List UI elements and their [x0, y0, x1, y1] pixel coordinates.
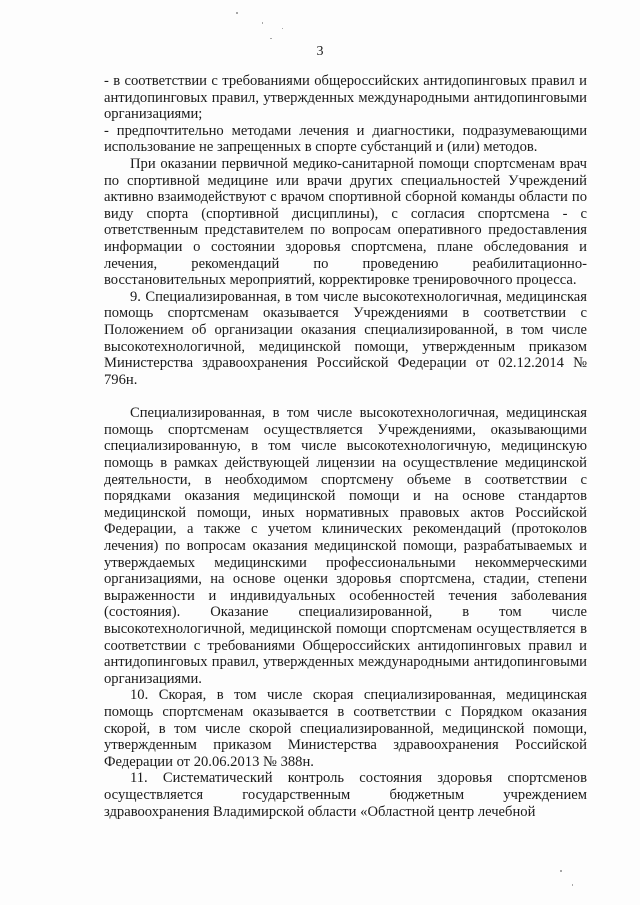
- paragraph-item-10: 10. Скорая, в том числе скорая специализированная, медицинская помощь спортсменам оказывается в соответствии с Порядком оказания скорой, в том числе скорой специализированной, медицинской помощи, утвержденным приказом Министерства здравоохранения Российской Федерации от 20.06.2013 № 388н.: [104, 687, 587, 770]
- paragraph-specialized-care: Специализированная, в том числе высокотехнологичная, медицинская помощь спортсменам осуществляется Учреждениями, оказывающими специализированную, в том числе высокотехнологичную, медицинскую помощь в рамках действующей лицензии на осуществление медицинской деятельности, в необходимом спортсмену объеме в соответствии с порядками оказания медицинской помощи и на основе стандартов медицинской помощи, иных нормативных правовых актов Российской Федерации, а также с учетом клинических рекомендаций (протоколов лечения) по вопросам оказания медицинской помощи, разрабатываемых и утверждаемых медицинскими профессиональными некоммерческими организациями, на основе оценки здоровья спортсмена, стадии, степени выраженности и индивидуальных особенностей течения заболевания (состояния). Оказание специализированной, в том числе высокотехнологичной, медицинской помощи спортсменам осуществляется в соответствии с требованиями Общероссийских антидопинговых правил и антидопинговых правил, утвержденных международными антидопинговыми организациями.: [104, 405, 587, 687]
- paragraph-item-9: 9. Специализированная, в том числе высокотехнологичная, медицинская помощь спортсменам оказывается Учреждениями в соответствии с Положением об организации оказания специализированной, в том числе высокотехнологичной, медицинской помощи, утвержденным приказом Министерства здравоохранения Российской Федерации от 02.12.2014 № 796н.: [104, 288, 587, 388]
- scan-speck: [270, 38, 272, 39]
- scan-speck: [262, 22, 263, 24]
- paragraph-item-11: 11. Систематический контроль состояния здоровья спортсменов осуществляется государственным бюджетным учреждением здравоохранения Владимирской области «Областной центр лечебной: [104, 770, 587, 820]
- page-number: 3: [316, 44, 324, 59]
- paragraph-doping-rules: - в соответствии с требованиями общероссийских антидопинговых правил и антидопинговых правил, утвержденных международными антидопинговыми организациями;: [104, 73, 587, 123]
- scan-speck: [236, 12, 238, 14]
- scan-speck: [560, 870, 562, 872]
- paragraph-treatment-methods: - предпочтительно методами лечения и диагностики, подразумевающими использование не запрещенных в спорте субстанций и (или) методов.: [104, 122, 587, 156]
- scan-speck: [282, 28, 283, 29]
- document-body: [104, 73, 587, 820]
- scan-speck: [572, 884, 573, 886]
- paragraph-primary-care: При оказании первичной медико-санитарной помощи спортсменам врач по спортивной медицине или врачи других специальностей Учреждений активно взаимодействуют с врачом спортивной сборной команды области по виду спорта (спортивной дисциплины), с согласия спортсмена - с ответственным представителем по вопросам оперативного предоставления информации о состоянии здоровья спортсмена, плане обследования и лечения, рекомендаций по проведению реабилитационно-восстановительных мероприятий, корректировке тренировочного процесса.: [104, 155, 587, 289]
